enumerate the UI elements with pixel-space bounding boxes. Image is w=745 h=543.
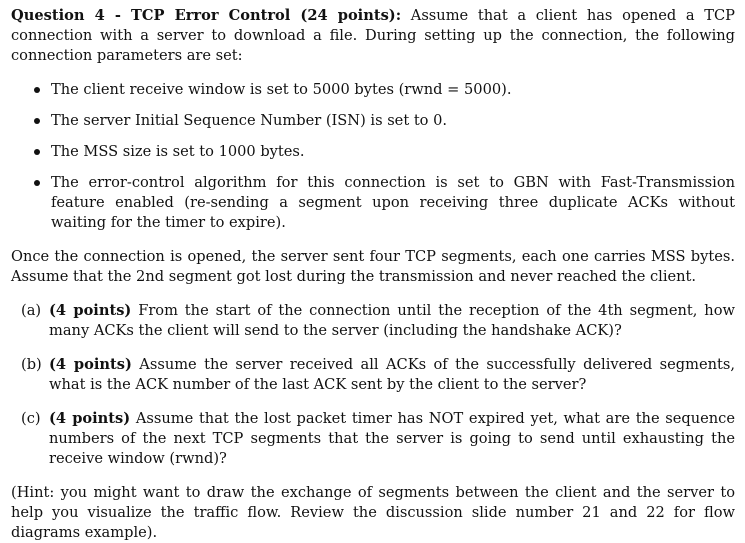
question-document: [11, 6, 735, 543]
list-item: [11, 142, 735, 162]
bullet-icon: [34, 180, 40, 186]
part-text: Assume the server received all ACKs of the successfully delivered segments, what is the ACK number of the last ACK sent by the client to the server?: [49, 356, 735, 393]
part-a: [11, 301, 735, 341]
list-item: [11, 80, 735, 100]
parameter-rwnd: The client receive window is set to 5000 bytes (rwnd = 5000).: [51, 81, 512, 98]
part-c: [11, 409, 735, 469]
list-item: [11, 111, 735, 131]
question-title: Question 4 - TCP Error Control (24 points):: [11, 7, 402, 24]
bullet-icon: [34, 118, 40, 124]
part-label: (c): [21, 410, 41, 427]
part-b: [11, 355, 735, 395]
list-item: [11, 173, 735, 233]
part-text: From the start of the connection until the reception of the 4th segment, how many ACKs the client will send to the server (including the handshake ACK)?: [49, 302, 735, 339]
parameter-error-control: The error-control algorithm for this connection is set to GBN with Fast-Transmission feature enabled (re-sending a segment upon receiving three duplicate ACKs without waiting for the timer to expire).: [51, 174, 735, 231]
parameter-mss: The MSS size is set to 1000 bytes.: [51, 143, 305, 160]
parameter-isn: The server Initial Sequence Number (ISN) is set to 0.: [51, 112, 448, 129]
part-label: (b): [21, 356, 42, 373]
connection-parameters-list: [11, 80, 735, 233]
bullet-icon: [34, 149, 40, 155]
scenario-paragraph: Once the connection is opened, the server sent four TCP segments, each one carries MSS bytes. Assume that the 2nd segment got lost during the transmission and never reached the client.: [11, 248, 735, 285]
bullet-icon: [34, 87, 40, 93]
question-intro: Assume that a client has opened a TCP connection with a server to download a file. During setting up the connection, the following connection parameters are set:: [11, 7, 735, 64]
part-label: (a): [21, 302, 42, 319]
question-parts: [11, 301, 735, 469]
hint-paragraph: (Hint: you might want to draw the exchange of segments between the client and the server to help you visualize the traffic flow. Review the discussion slide number 21 and 22 for flow diagrams example).: [11, 484, 735, 541]
part-points: (4 points): [49, 302, 132, 319]
part-text: Assume that the lost packet timer has NOT expired yet, what are the sequence numbers of the next TCP segments that the server is going to send until exhausting the receive window (rwnd)?: [49, 410, 735, 467]
part-points: (4 points): [49, 410, 131, 427]
part-points: (4 points): [49, 356, 132, 373]
question-header: [11, 6, 735, 66]
